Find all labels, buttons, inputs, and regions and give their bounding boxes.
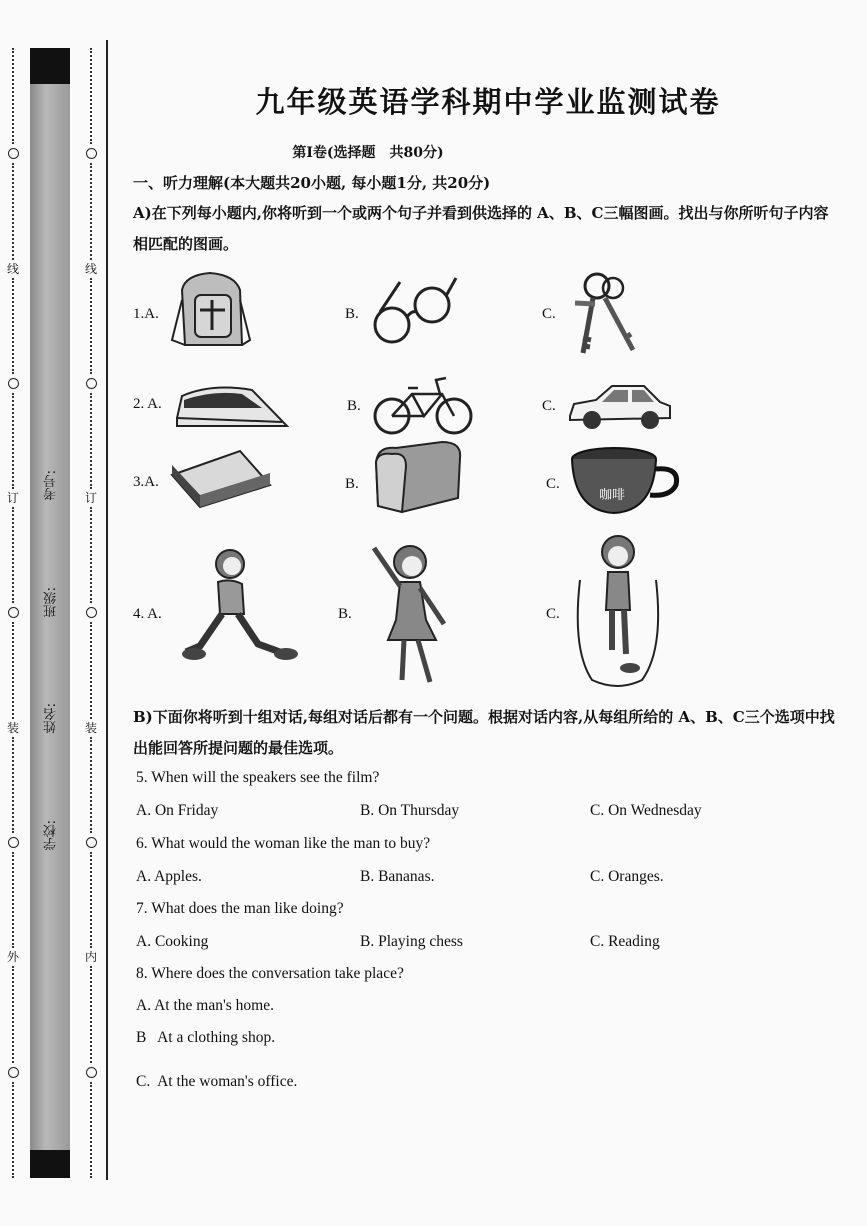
binding-mark: 订 [84,491,97,506]
q7-option-b: B. Playing chess [360,933,463,950]
row-2-label-b: B. [347,398,361,414]
circle-icon [8,607,19,618]
q6-option-a: A. Apples. [136,868,202,885]
inner-dotted-line [84,48,98,1178]
q5-option-b: B. On Thursday [360,802,460,819]
row-1-label-c: C. [542,306,556,322]
circle-icon [86,607,97,618]
circle-icon [8,148,19,159]
question-6: 6. What would the woman like the man to buy? [136,835,431,852]
field-school: 学校: [43,819,59,850]
backpack-icon [170,270,260,354]
question-7: 7. What does the man like doing? [136,900,344,917]
coffee-cup-icon [570,445,682,521]
row-4-label-b: B. [338,606,352,622]
binding-mark: 线 [6,261,19,276]
binding-mark: 订 [6,491,19,506]
q8-option-c: C. At the woman's office. [136,1073,298,1090]
part-heading: 第Ⅰ卷(选择题 共80分) [292,145,444,161]
row-3-label-a: 3.A. [133,474,159,490]
outer-dotted-line [6,48,20,1178]
q6-option-b: B. Bananas. [360,868,435,885]
binding-mark: 内 [84,950,97,965]
q5-option-a: A. On Friday [136,802,219,819]
row-2-label-a: 2. A. [133,396,162,412]
q8-option-b: B At a clothing shop. [136,1029,276,1046]
girl-waving-icon [360,540,460,694]
sandwich-icon [170,445,275,517]
margin-rule [106,40,108,1180]
page-title: 九年级英语学科期中学业监测试卷 [255,85,721,119]
field-name: 姓名: [43,703,59,734]
girl-running-icon [180,548,300,678]
section-heading: 一、听力理解(本大题共20小题, 每小题1分, 共20分) [133,174,491,192]
student-info-fields [34,470,68,850]
binding-mark: 外 [6,950,19,965]
part-a-instructions: A)在下列每小题内,你将听到一个或两个句子并看到供选择的 A、B、C三幅图画。找出与你所听句子内容相匹配的图画。 [133,204,829,253]
cup-label: 咖啡 [599,488,626,503]
question-5: 5. When will the speakers see the film? [136,769,380,786]
binding-margin [0,0,112,1226]
q7-option-c: C. Reading [590,933,660,950]
circle-icon [86,1067,97,1078]
field-exam-number: 考号: [43,470,59,501]
binding-mark: 装 [84,720,97,735]
question-8: 8. Where does the conversation take place? [136,965,404,982]
q7-option-a: A. Cooking [136,933,209,950]
row-1-label-b: B. [345,306,359,322]
row-2-label-c: C. [542,398,556,414]
row-1-label-a: 1.A. [133,306,159,322]
car-icon [566,378,674,438]
q8-option-a: A. At the man's home. [136,997,274,1014]
bread-icon [372,440,464,518]
q5-option-c: C. On Wednesday [590,802,702,819]
circle-icon [8,837,19,848]
row-4-label-a: 4. A. [133,606,162,622]
row-3-label-b: B. [345,476,359,492]
circle-icon [86,378,97,389]
girl-skipping-rope-icon [572,530,664,696]
part-b-instructions: B)下面你将听到十组对话,每组对话后都有一个问题。根据对话内容,从每组所给的 A、B、C三个选项中找出能回答所提问题的最佳选项。 [133,708,835,757]
high-speed-train-icon [172,378,292,437]
circle-icon [8,1067,19,1078]
row-3-label-c: C. [546,476,560,492]
binding-mark: 线 [84,261,97,276]
glasses-icon [370,270,460,354]
q6-option-c: C. Oranges. [590,868,664,885]
circle-icon [8,378,19,389]
circle-icon [86,148,97,159]
bicycle-icon [372,374,474,440]
circle-icon [86,837,97,848]
row-4-label-c: C. [546,606,560,622]
keys-icon [565,268,645,364]
binding-mark: 装 [6,720,19,735]
field-class: 班级: [43,586,59,617]
